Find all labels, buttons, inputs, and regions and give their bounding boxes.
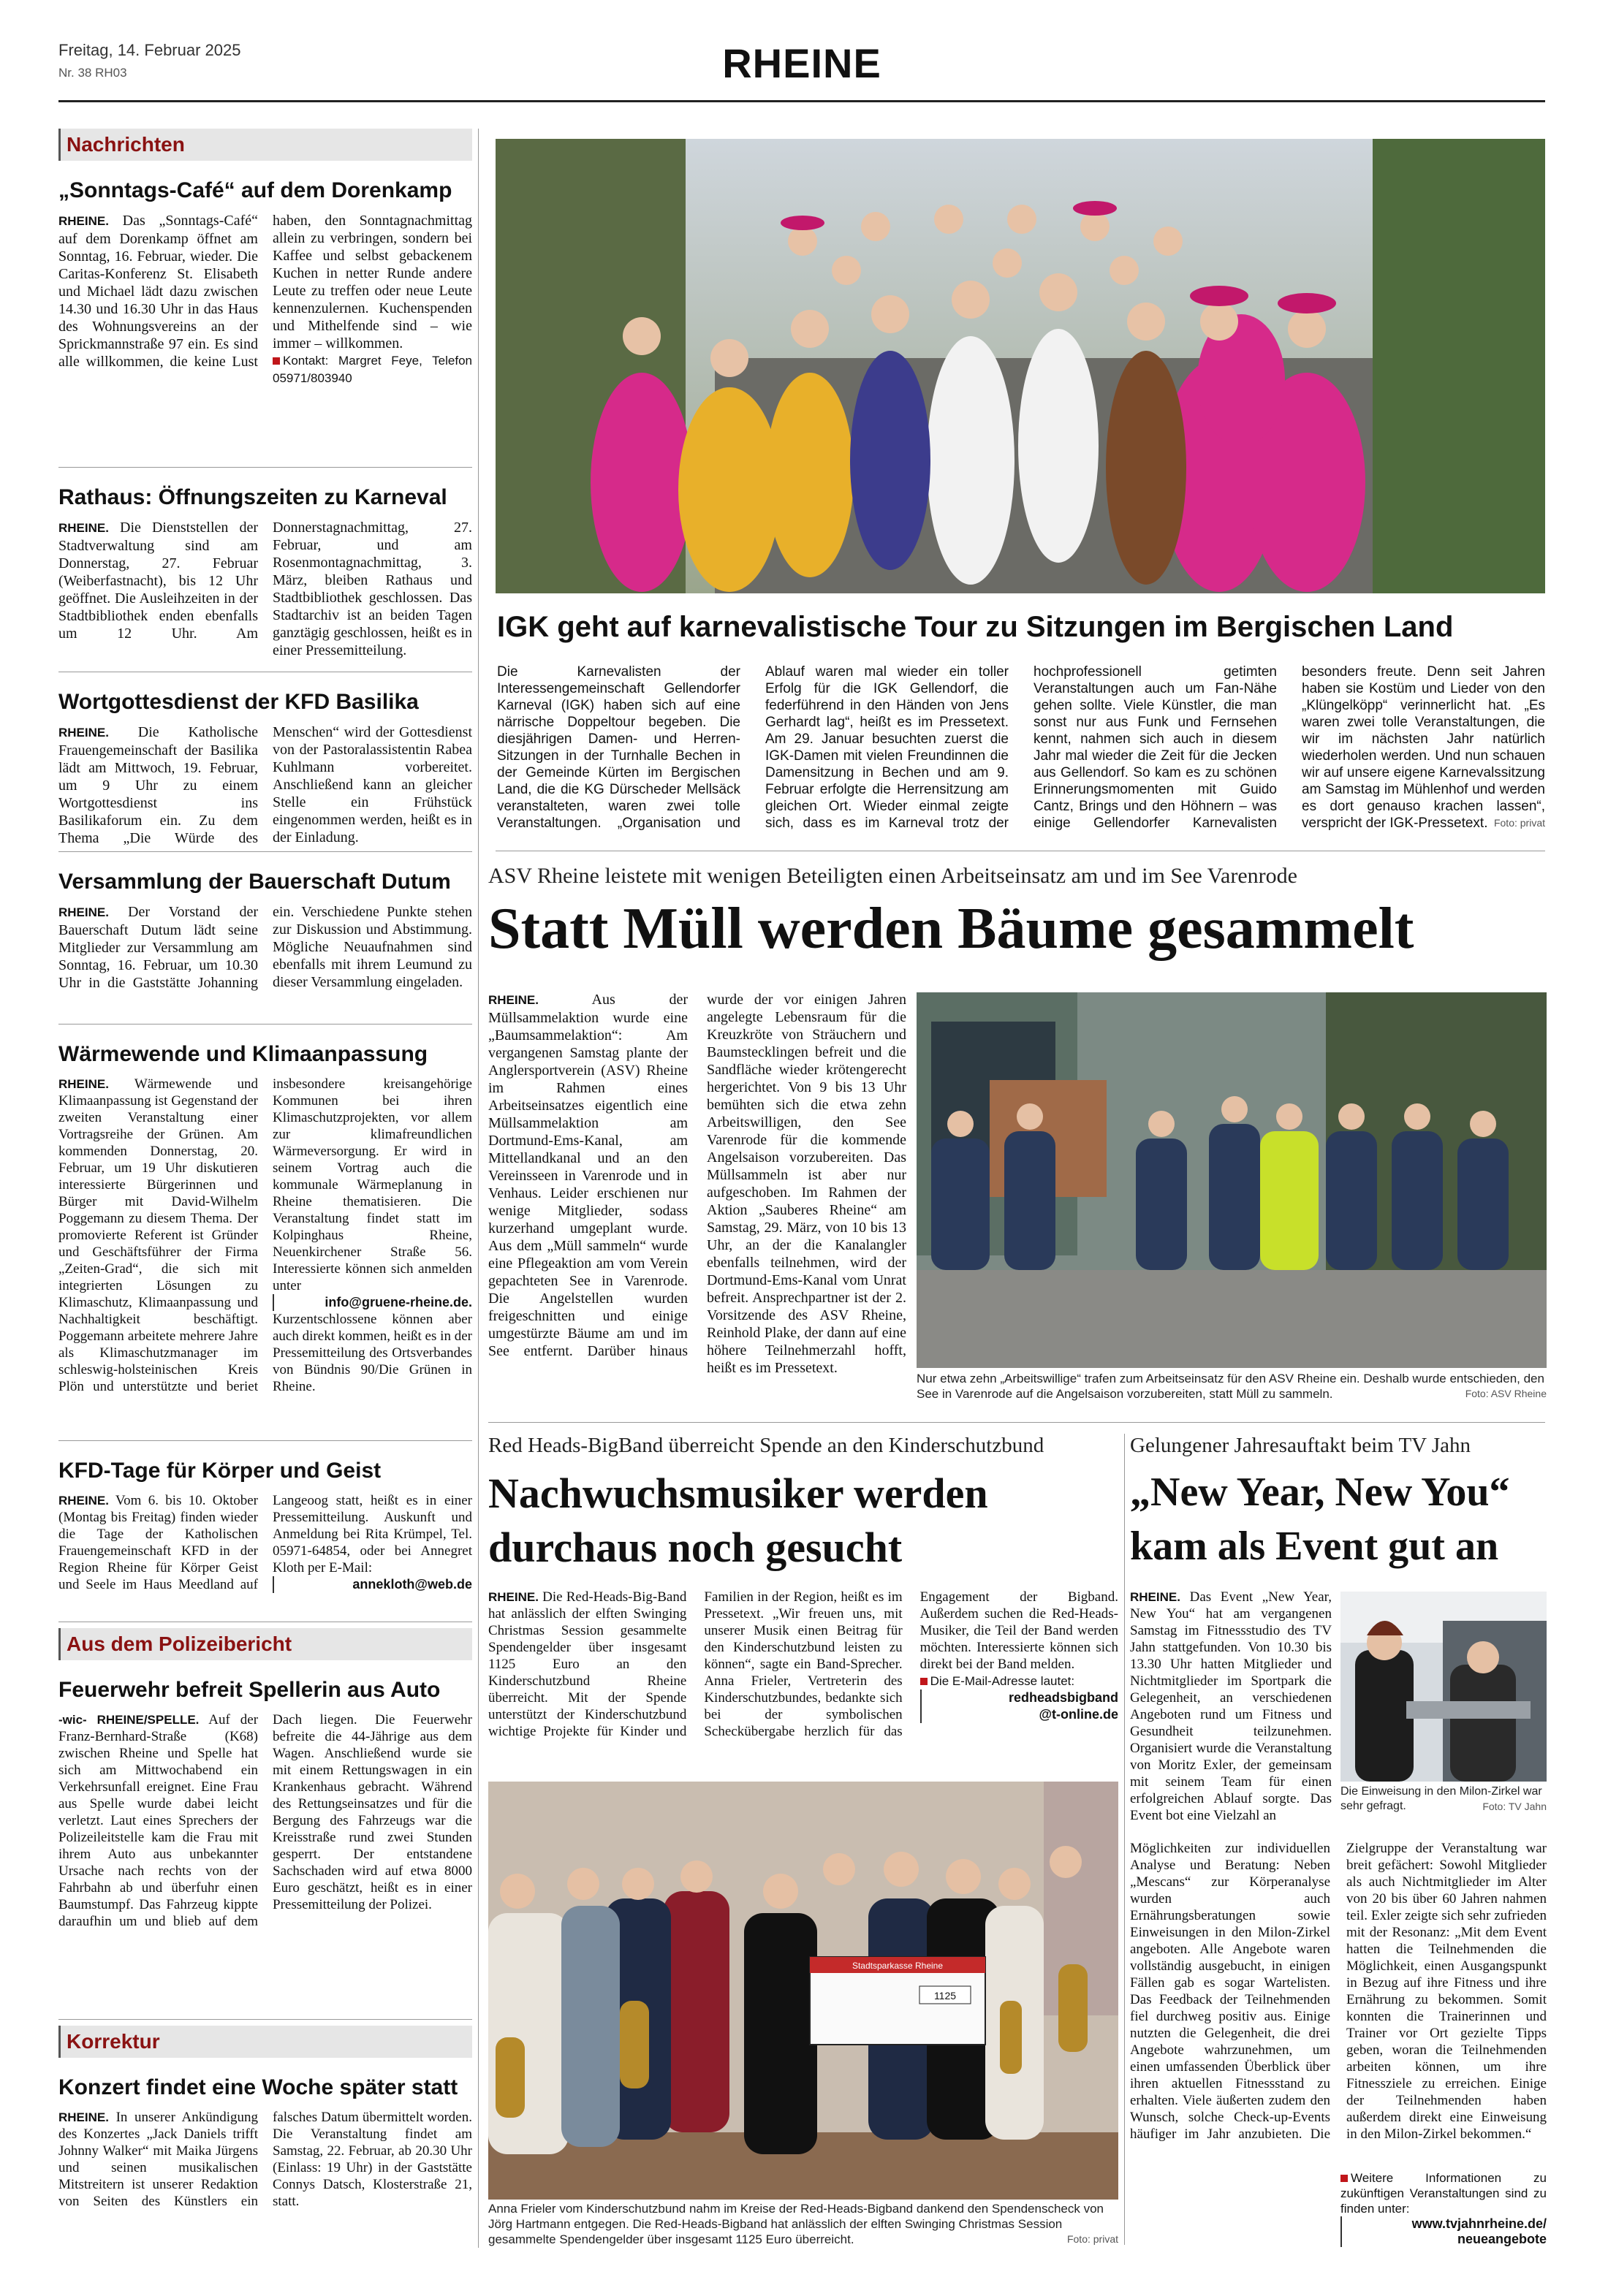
asv-kicker: ASV Rheine leistete mit wenigen Beteiligten einen Arbeitseinsatz am und im See Varenrode bbox=[488, 864, 1297, 888]
brief-title: Versammlung der Bauerschaft Dutum bbox=[58, 870, 451, 894]
bigband-headline-1: Nachwuchsmusiker werden bbox=[488, 1470, 988, 1517]
brief-contact: Kontakt: Margret Feye, Telefon 05971/803940 bbox=[273, 354, 472, 385]
brief-body: RHEINE. Die Dienststellen der Stadtverwaltung sind am Donnerstag, 27. Februar (Weiberfastnacht), bis 12 Uhr geöffnet. Die Ausleihzeiten in der Stadtbibliothek enden ebenfalls um 12 Uhr. Am Donnerstagnachmittag, 27. Februar, und am Rosenmontagnachmittag, 3. März, bleiben Rathaus und Stadtbibliothek geschlossen. Das Stadtarchiv ist an beiden Tagen ganztägig geschlossen, heißt es in einer Pressemitteilung. bbox=[58, 520, 472, 658]
brief-sonntags-cafe bbox=[58, 161, 472, 468]
brief-body: RHEINE. Der Vorstand der Bauerschaft Dutum lädt seine Mitglieder zur Versammlung am Sonntag, 16. Februar, um 10.30 Uhr in die Gaststätte Johanning ein. Verschiedene Punkte stehen zur Diskussion und Abstimmung. Mögliche Neuaufnahmen sind ebenfalls mit ihrem Leumund zu dieser Versammlung eingeladen. bbox=[58, 904, 472, 991]
column-divider bbox=[478, 129, 479, 2248]
brief-body: RHEINE. Die Katholische Frauengemeinschaft der Basilika lädt am Mittwoch, 19. Februar, um 9 Uhr zu einem Wortgottesdienst ins Basilikaforum ein. Zu dem Thema „Die Würde des Menschen“ wird der Gottesdienst von der Pastoralassistentin Rabea Kuhlmann vorbereitet. Anschließend kann an gleicher Stelle ein Frühstück eingenommen werden, heißt es in der Einladung. bbox=[58, 724, 472, 846]
asv-caption: Nur etwa zehn „Arbeitswillige“ trafen zum Arbeitseinsatz für den ASV Rheine ein. Deshalb wurde entschieden, den See in Varenrode auf die Angelsaison vorzubereiten, statt Müll zu sammeln. Foto: ASV Rheine bbox=[917, 1372, 1547, 1401]
brief-rathaus bbox=[58, 468, 472, 672]
brief-konzert bbox=[58, 2058, 472, 2211]
igk-carnival-photo bbox=[496, 139, 1545, 593]
section-news-header: Nachrichten bbox=[58, 129, 472, 161]
bigband-body: RHEINE. Die Red-Heads-Big-Band hat anlässlich der elften Swinging Christmas Session gesammelte Spendengelder über insgesamt 1125 Euro an den Kinderschutzbund Rheine überreicht. Mit der Spende unterstützt der Kinderschutzbund wichtige Projekte für Kinder und Familien in der Region, heißt es im Pressetext. „Wir freuen uns, mit unserer Musik einen Beitrag für den Kinderschutzbund leisten zu können“, sagte ein Band-Sprecher. Anna Frieler, Vertreterin des Kinderschutzbundes, bedankte sich bei der symbolischen Scheckübergabe herzlich für das Engagement der Bigband. Außerdem suchen die Red-Heads-Musiker, die Teil der Band werden möchten. Interessierte können sich direkt bei der Band melden. Die E-Mail-Adresse lautet: redheadsbigband @t-online.de bbox=[488, 1589, 1118, 1739]
bigband-contact: Die E-Mail-Adresse lautet: bbox=[920, 1673, 1118, 1689]
bigband-headline-2: durchaus noch gesucht bbox=[488, 1524, 903, 1571]
bigband-photo-art bbox=[488, 1782, 1118, 2200]
check-bank: Stadtsparkasse Rheine bbox=[852, 1961, 944, 1971]
tvjahn-url-1[interactable]: www.tvjahnrheine.de/ bbox=[1340, 2216, 1547, 2232]
section-title: RHEINE bbox=[722, 40, 881, 86]
brief-title: Wortgottesdienst der KFD Basilika bbox=[58, 690, 419, 714]
brief-waermewende bbox=[58, 1025, 472, 1441]
igk-photo-art bbox=[496, 139, 1545, 593]
brief-body: RHEINE. Vom 6. bis 10. Oktober (Montag bis Freitag) finden wieder die Tage der Katholischen Frauengemeinschaft KFD in der Region Rheine für Körper Geist und Seele im Haus Meedland auf Langeoog statt, heißt es in einer Pressemitteilung. Auskunft und Anmeldung bei Rita Krümpel, Tel. 05971-64854, oder bei Annegret Kloth per E-Mail: annekloth@web.de bbox=[58, 1493, 472, 1592]
bigband-check-photo bbox=[488, 1782, 1118, 2200]
asv-divider bbox=[488, 1422, 1545, 1423]
bigband-caption: Anna Frieler vom Kinderschutzbund nahm im Kreise der Red-Heads-Bigband dankend den Spendenscheck von Jörg Hartmann entgegen. Die Red-Heads-Bigband hat anlässlich der elften Swinging Christmas Session gesammelte Spendengelder über insgesamt 1125 Euro überreicht. Foto: privat bbox=[488, 2202, 1118, 2246]
brief-title: Konzert findet eine Woche später statt bbox=[58, 2075, 458, 2099]
brief-email[interactable]: annekloth@web.de bbox=[273, 1576, 472, 1593]
asv-body: RHEINE. Aus der Müllsammelaktion wurde eine „Baumsammelaktion“: Am vergangenen Samstag plante der Anglersportverein (ASV) Rheine im Rahmen eines Arbeitseinsatzes eigentlich eine Müllsammelaktion am Dortmund-Ems-Kanal, am Mittellandkanal und an den Vereinsseen in Varenrode und in Venhaus. Leider erschienen nur wenige Mitglieder, sodass kurzerhand umgeplant wurde. Aus dem „Müll sammeln“ wurde eine Pflegeaktion am vom Verein gepachteten See in Varenrode. Die Angelstellen wurden freigeschnitten und einige umgestürzte Bäume am und im See entfernt. Darüber hinaus wurde der vor einigen Jahren angelegte Lebensraum für die Kreuzkröte von Sträuchern und Baumstecklingen befreit und die Sandfläche wieder krötengerecht hergerichtet. Von 9 bis 13 Uhr bemühten sich die etwa zehn Arbeitswilligen, den See Varenrode für die kommende Angelsaison vorzubereiten. Das Müllsammeln ist aber nur aufgeschoben. Im Rahmen der Aktion „Sauberes Rheine“ am Samstag, 29. März, von 10 bis 13 Uhr, an der die Kanalangler ebenfalls teilnehmen, wird der Dortmund-Ems-Kanal vom Unrat befreit. Ansprechpartner ist der 2. Vorsitzende des ASV Rheine, Reinhold Plake, der dann auf eine höhere Teilnehmerzahl hofft, heißt es im Pressetext. bbox=[488, 992, 906, 1376]
brief-title: „Sonntags-Café“ auf dem Dorenkamp bbox=[58, 178, 452, 202]
tvjahn-url-2[interactable]: neueangebote bbox=[1340, 2232, 1547, 2247]
bigband-email-1[interactable]: redheadsbigband bbox=[920, 1689, 1118, 1706]
brief-body: RHEINE. Wärmewende und Klimaanpassung ist Gegenstand der zweiten Veranstaltung einer Vortragsreihe der Grünen. Am kommenden Donnerstag, 20. Februar, um 19 Uhr diskutieren interessierte Bürgerinnen und Bürger mit David-Wilhelm Poggemann zu diesem Thema. Der promovierte Referent ist Gründer und Geschäftsführer der Firma „Zeiten-Grad“, die sich mit integrierten Lösungen zu Klimaschutz, Klimaanpassung und Nachhaltigkeit beschäftigt. Poggemann arbeitete mehrere Jahre als Klimaschutzmanager im schleswig-holsteinischen Kreis Plön und unterstützte und beriet insbesondere kreisangehörige Kommunen bei ihren Klimaschutzprojekten, vor allem zur klimafreundlichen Wärmeversorgung. Er wird in seinem Vortrag auch die kommunale Wärmeplanung in Rheine thematisieren. Die Veranstaltung findet statt im Kolpinghaus Rheine, Neuenkirchener Straße 56. Interessierte können sich anmelden unter info@gruene-rheine.de. Kurzentschlossene können aber auch direkt kommen, heißt es in der Pressemitteilung des Ortsverbandes von Bündnis 90/Die Grünen in Rheine. bbox=[58, 1076, 472, 1394]
igk-body: Die Karnevalisten der Interessengemeinschaft Gellendorfer Karneval (IGK) haben sich auf eine närrische Doppeltour begeben. Die diesjährigen Damen- und Herren-Sitzungen in der Turnhalle Bechen in der Gemeinde Kürten im Bergischen Land, die die KG Dürscheder Mellsäck veranstalteten, waren zwei tolle Veranstaltungen. „Organisation und Ablauf waren mal wieder ein toller Erfolg für die IGK Gellendorf, die federführend in den Händen von Jens Gerhardt lag“, heißt es im Pressetext. Am 29. Januar besuchten zuerst die IGK-Damen mit vielen Freundinnen die Damensitzung in Bechen und am 9. Februar erfolgte die Herrensitzung am gleichen Ort. Wieder einmal zeigte sich, dass es im Karneval trotz der hochprofessionell getimten Veranstaltungen auch um Fan-Nähe gehen sollte. Viele Künstler, die man sonst nur aus Funk und Fernsehen kennt, nahmen sich auch in diesem Jahr mal wieder die Zeit für die Jecken aus Gellendorf. So kam es zu schönen Erinnerungsmomenten mit Guido Cantz, Brings und den Höhnern – was einige Gellendorfer Karnevalisten besonders freute. Denn seit Jahren haben sie Kostüm und Lieder von den „Klüngelköpp“ verinnerlicht hat. „Es waren zwei tolle Veranstaltungen, die wir im nächsten Jahr natürlich wiederholen werden. Und nun schauen wir auf unsere eigene Karnevalssitzung am Samstag im Mühlenhof und werden es dort genauso krachen lassen“, verspricht der IGK-Pressetext. Foto: privat bbox=[497, 664, 1545, 831]
brief-email[interactable]: info@gruene-rheine.de. bbox=[273, 1294, 472, 1311]
issue-number: Nr. 38 RH03 bbox=[58, 66, 127, 80]
brief-title: Rathaus: Öffnungszeiten zu Karneval bbox=[58, 485, 447, 509]
brief-title: Feuerwehr befreit Spellerin aus Auto bbox=[58, 1678, 441, 1702]
brief-body: RHEINE. In unserer Ankündigung des Konzertes „Jack Daniels trifft Johnny Walker“ mit Maika Jürgens und seinen musikalischen Mitstreitern ist unserer Redaktion von Seiten des Künstlers ein falsches Datum übermittelt worden. Die Veranstaltung findet am Samstag, 22. Februar, ab 20.30 Uhr (Einlass: 19 Uhr) in der Gaststätte Connys Datsch, Klosterstraße 21, statt. bbox=[58, 2110, 472, 2209]
brief-kfd-tage bbox=[58, 1441, 472, 1622]
section-correction-header: Korrektur bbox=[58, 2026, 472, 2058]
tvjahn-footer bbox=[1340, 2170, 1547, 2247]
section-police-header: Aus dem Polizeibericht bbox=[58, 1628, 472, 1660]
news-sidebar bbox=[58, 129, 472, 2211]
bigband-email-2[interactable]: @t-online.de bbox=[920, 1706, 1118, 1723]
column-divider-2 bbox=[1124, 1434, 1125, 2245]
brief-title: KFD-Tage für Körper und Geist bbox=[58, 1459, 382, 1483]
masthead bbox=[58, 37, 1545, 102]
brief-feuerwehr bbox=[58, 1660, 472, 2020]
brief-title: Wärmewende und Klimaanpassung bbox=[58, 1042, 428, 1066]
brief-body: -wic- RHEINE/SPELLE. Auf der Franz-Bernhard-Straße (K68) zwischen Rheine und Spelle hat sich am Mittwochabend ein Verkehrsunfall ereignet. Eine Frau aus Spelle wurde dabei leicht verletzt. Laut eines Sprechers der Polizeileitstelle kam die Frau mit ihrem Auto aus unbekannter Ursache nach rechts von der Fahrbahn ab und überfuhr einen Baumstumpf. Das Fahrzeug kippte daraufhin um und blieb auf dem Dach liegen. Die Feuerwehr befreite die 44-Jährige aus dem Wagen. Anschließend wurde sie mit einem Rettungswagen in ein Krankenhaus gebracht. Während des Rettungseinsatzes und für die Bergung des Fahrzeugs war die Kreisstraße rund zwei Stunden gesperrt. Der entstandene Sachschaden wird auf etwa 8000 Euro geschätzt, heißt es in einer Pressemitteilung der Polizei. bbox=[58, 1712, 472, 1929]
brief-bauerschaft-dutum bbox=[58, 852, 472, 1025]
brief-kfd-basilika bbox=[58, 672, 472, 852]
asv-headline: Statt Müll werden Bäume gesammelt bbox=[488, 897, 1414, 961]
tvjahn-body-text: Das Event „New Year, New You“ hat am vergangenen Samstag im Fitnessstudio des TV Jahn stattgefunden. Von 10.30 bis 13.30 Uhr hatten Mitglieder und Nichtmitglieder im Sportpark die Gelegenheit, an verschiedenen Angeboten rund um Fitness und Gesundheit teilzunehmen. Organisiert wurde die Veranstaltung von Moritz Exler, der gemeinsam mit seinem Team für einen erfolgreichen Ablauf sorgte. Das Event bot eine Vielzahl an bbox=[1130, 1589, 1332, 1823]
tvjahn-contact: Weitere Informationen zu zukünftigen Veranstaltungen sind zu finden unter: bbox=[1340, 2171, 1547, 2216]
tvjahn-headline-1: „New Year, New You“ bbox=[1130, 1470, 1510, 1515]
tvjahn-body: RHEINE. Das Event „New Year, New You“ hat am vergangenen Samstag im Fitnessstudio des TV Jahn stattgefunden. Von 10.30 bis 13.30 Uhr hatten Mitglieder und Nichtmitglieder im Sportpark die Gelegenheit, an verschiedenen Angeboten rund um Fitness und Gesundheit teilzunehmen. Organisiert wurde die Veranstaltung von Moritz Exler, der gemeinsam mit seinem Team für einen erfolgreichen Ablauf sorgte. Das Event bot eine Vielzahl an bbox=[1130, 1589, 1332, 1823]
asv-photo-art bbox=[917, 992, 1547, 1368]
tvjahn-gym-photo bbox=[1340, 1592, 1547, 1782]
bigband-kicker: Red Heads-BigBand überreicht Spende an den Kinderschutzbund bbox=[488, 1434, 1044, 1457]
tvjahn-caption: Die Einweisung in den Milon-Zirkel war sehr gefragt. Foto: TV Jahn bbox=[1340, 1785, 1547, 1812]
issue-date: Freitag, 14. Februar 2025 bbox=[58, 41, 241, 59]
asv-group-photo bbox=[917, 992, 1547, 1368]
igk-headline: IGK geht auf karnevalistische Tour zu Sitzungen im Bergischen Land bbox=[497, 611, 1454, 643]
tvjahn-headline-2: kam als Event gut an bbox=[1130, 1524, 1499, 1569]
tvjahn-kicker: Gelungener Jahresauftakt beim TV Jahn bbox=[1130, 1434, 1471, 1457]
brief-body: RHEINE. Das „Sonntags-Café“ auf dem Dorenkamp öffnet am Sonntag, 16. Februar, wieder. Die Caritas-Konferenz St. Elisabeth und Michael lädt dazu zwischen 14.30 und 16.30 Uhr in das Haus des Wohnungsvereins an der Sprickmannstraße 97 ein. Es sind alle willkommen, die keine Lust haben, den Sonntagnachmittag allein zu verbringen, sondern bei Kaffee und selbst gebackenem Kuchen in netter Runde andere Leute zu treffen oder neue Leute kennenzulernen. Kuchenspenden und Mithelfende sind – wie immer – willkommen. Kontakt: Margret Feye, Telefon 05971/803940 bbox=[58, 212, 472, 387]
check-amount: 1125 bbox=[933, 1990, 957, 2002]
tvjahn-body-cont: Möglichkeiten zur individuellen Analyse und Beratung: Neben „Mescans“ zur Körperanalyse wurden auch Ernährungsberatungen sowie Einweisungen in den Milon-Zirkel angeboten. Alle Angebote waren vollständig ausgebucht, in einigen Fällen gab es sogar Wartelisten. Das Feedback der Teilnehmenden fiel durchweg positiv aus. Einige nutzten die Gelegenheit, die drei Angebote wahrzunehmen, um einen umfassenden Überblick über ihren aktuellen Fitnessstand zu erhalten. Viele äußerten zudem den Wunsch, solche Check-up-Events häufiger im Jahr anzubieten. Die Zielgruppe der Veranstaltung war breit gefächert: Sowohl Mitglieder als auch Nichtmitglieder im Alter von 20 bis über 60 Jahren nahmen teil. Exler zeigte sich sehr zufrieden mit der Resonanz: „Mit dem Event hatten die Teilnehmenden die Möglichkeit, einen Ausgangspunkt in Bezug auf ihre Fitness und ihre Ernährung zu bekommen. Somit konnten die Trainerinnen und Trainer vor Ort gezielte Tipps geben, woran die Teilnehmenden arbeiten können, um ihre Fitnessziele zu erreichen. Einige der Teilnehmenden haben außerdem direkt eine Einweisung in den Milon-Zirkel bekommen.“ bbox=[1130, 1841, 1547, 2142]
tvjahn-photo-art bbox=[1340, 1592, 1547, 1782]
